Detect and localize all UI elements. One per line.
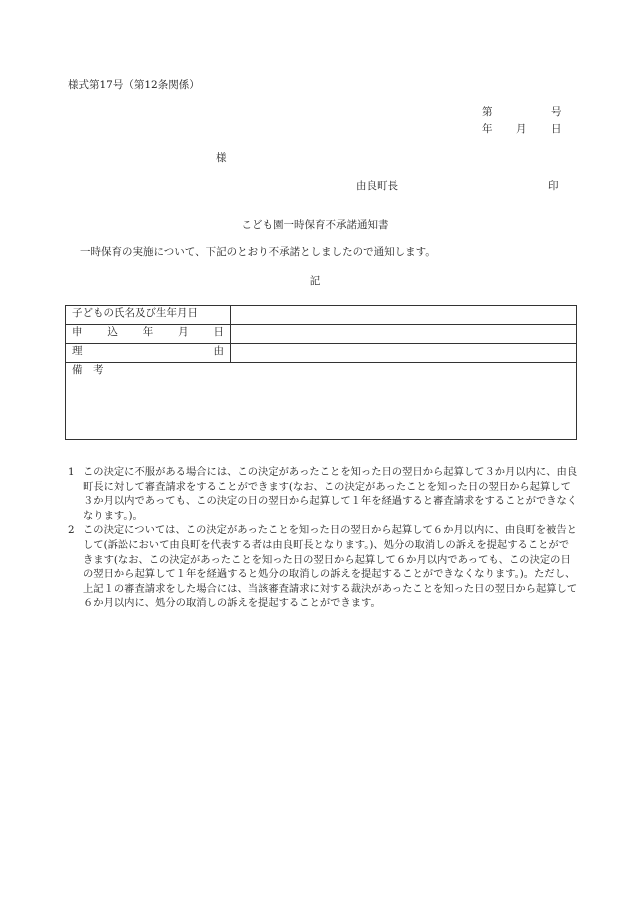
remarks-label: 備 考 (72, 364, 104, 376)
issuer-name: 由良町長 (356, 180, 398, 192)
label-char: 込 (107, 326, 118, 338)
table-row-reason (66, 344, 577, 363)
document-title: こども園一時保育不承諾通知書 (241, 219, 389, 231)
note-text: この決定については、この決定があったことを知った日の翌日から起算して６か月以内に、由良町を被告として(訴訟において由良町を代表する者は由良町長となります。)、処分の取消しの訴えを提起することができます(なお、この決定があったことを知った日の翌日から起算して６か月以内であっても、この決定の日の翌日から起算して１年を経過すると処分の取消しの訴えを提起することができなくなります。)。ただし、上記１の審査請求をした場合には、当該審査請求に対する裁決があったことを知った日の翌日から起算して６か月以内に、処分の取消しの訴えを提起することができます。 (83, 524, 578, 610)
child-name-birthdate-field[interactable] (231, 306, 577, 325)
label-char: 日 (213, 326, 224, 338)
document-number-suffix: 号 (551, 106, 562, 118)
note-text: この決定に不服がある場合には、この決定があったことを知った日の翌日から起算して３か月以内に、由良町長に対して審査請求をすることができます(なお、この決定があったことを知った日の翌日から起算して３か月以内であっても、この決定の日の翌日から起算して１年を経過すると審査請求をすることができなくなります。)。 (83, 466, 578, 522)
date-year-label: 年 (482, 123, 493, 135)
addressee-suffix: 様 (216, 152, 227, 164)
table-row-child (66, 306, 577, 325)
child-label-text: 子どもの氏名及び生年月日 (72, 307, 198, 319)
application-date-label (66, 325, 231, 344)
info-table (65, 305, 577, 440)
label-char: 年 (142, 326, 154, 338)
application-date-label-spread (72, 325, 224, 339)
remarks-cell[interactable] (66, 363, 577, 440)
table-row-application-date (66, 325, 577, 344)
child-name-birthdate-label (66, 306, 231, 325)
note-number: 1 (68, 466, 75, 478)
application-date-field[interactable] (231, 325, 577, 344)
notes-section (68, 465, 578, 611)
ki-heading: 記 (309, 275, 321, 287)
reason-label-spread (72, 344, 224, 358)
seal-mark: 印 (548, 180, 559, 192)
label-char: 申 (72, 326, 83, 338)
reason-label (66, 344, 231, 363)
label-char: 月 (178, 326, 189, 338)
document-number-prefix: 第 (482, 106, 493, 118)
label-char: 由 (213, 345, 224, 357)
form-number: 様式第17号（第12条関係） (68, 79, 200, 91)
note-item (68, 523, 578, 611)
reason-field[interactable] (231, 344, 577, 363)
label-char: 理 (72, 345, 83, 357)
note-item (68, 465, 578, 523)
table-row-remarks (66, 363, 577, 440)
note-number: 2 (68, 524, 75, 537)
intro-text: 一時保育の実施について、下記のとおり不承諾としましたので通知します。 (80, 246, 436, 258)
date-day-label: 日 (551, 123, 562, 135)
date-month-label: 月 (516, 123, 527, 135)
